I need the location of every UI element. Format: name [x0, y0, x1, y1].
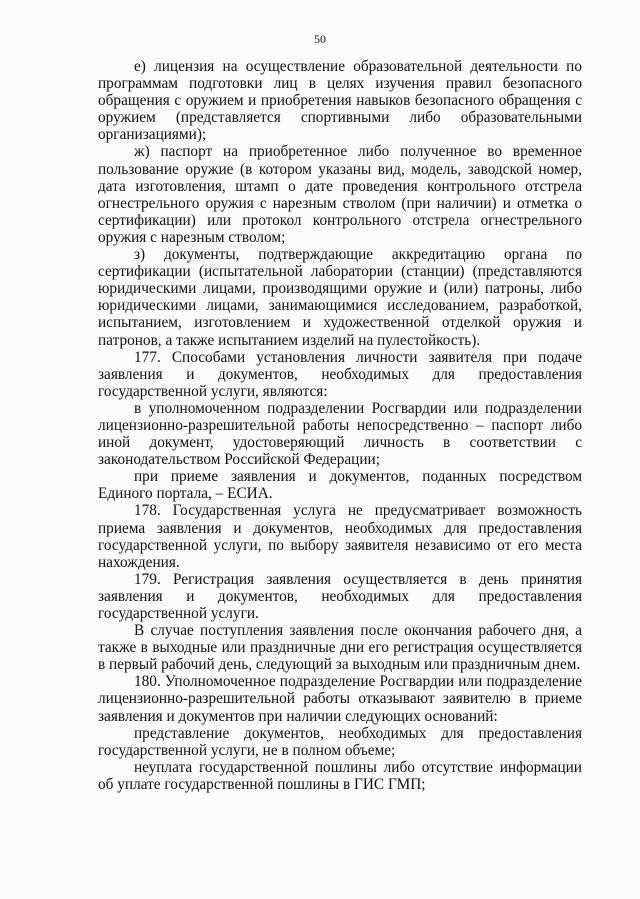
paragraph-177-in-person: в уполномоченном подразделении Росгвардии или подразделении лицензионно-разрешительной работы непосредственно – паспорт либо иной документ, удостоверяющий личность в соответствии с законодательством Российской Федерации;: [98, 399, 582, 469]
page-number: 50: [314, 32, 326, 46]
paragraph-zh-passport: ж) паспорт на приобретенное либо полученное во временное пользование оружие (в котором указаны вид, модель, заводской номер, дата изготовления, штамп о дате проведения контрольного отстрела огнестрельного оружия с нарезным стволом (при наличии) и отметка о сертификации) или протокол контрольного отстрела огнестрельного оружия с нарезным стволом;: [98, 143, 582, 246]
paragraph-180-unpaid-fee: неуплата государственной пошлины либо отсутствие информации об уплате государственной пошлины в ГИС ГМП;: [98, 758, 582, 793]
paragraph-e-license: е) лицензия на осуществление образовательной деятельности по программам подготовки лиц в целях изучения правил безопасного обращения с оружием и приобретения навыков безопасного обращения с оружием (представляется спортивными либо образовательными организациями);: [98, 58, 582, 144]
paragraph-178: 178. Государственная услуга не предусматривает возможность приема заявления и документов, необходимых для предоставления государственной услуги, по выбору заявителя независимо от его места нахождения.: [98, 502, 582, 571]
paragraph-177: 177. Способами установления личности заявителя при подаче заявления и документов, необходимых для предоставления государственной услуги, являются:: [98, 348, 582, 400]
paragraph-177-portal: при приеме заявления и документов, поданных посредством Единого портала, – ЕСИА.: [98, 468, 582, 503]
paragraph-180: 180. Уполномоченное подразделение Росгвардии или подразделение лицензионно-разрешительной работы отказывают заявителю в приеме заявления и документов при наличии следующих оснований:: [98, 673, 582, 725]
paragraph-179-late-submission: В случае поступления заявления после окончания рабочего дня, а также в выходные или праздничные дни его регистрация осуществляется в первый рабочий день, следующий за выходным или праздничным днем.: [98, 622, 582, 674]
paragraph-z-accreditation: з) документы, подтверждающие аккредитацию органа по сертификации (испытательной лаборатории (станции) (представляются юридическими лицами, производящими оружие и (или) патроны, либо юридическими лицами, занимающимися исследованием, разработкой, испытанием, изготовлением и художественной отделкой оружия и патронов, а также испытанием изделий на пулестойкость).: [98, 246, 582, 349]
paragraph-179: 179. Регистрация заявления осуществляется в день принятия заявления и документов, необходимых для предоставления государственной услуги.: [98, 570, 582, 622]
paragraph-180-incomplete-documents: представление документов, необходимых для предоставления государственной услуги, не в полном объеме;: [98, 724, 582, 759]
document-body: [98, 58, 582, 793]
